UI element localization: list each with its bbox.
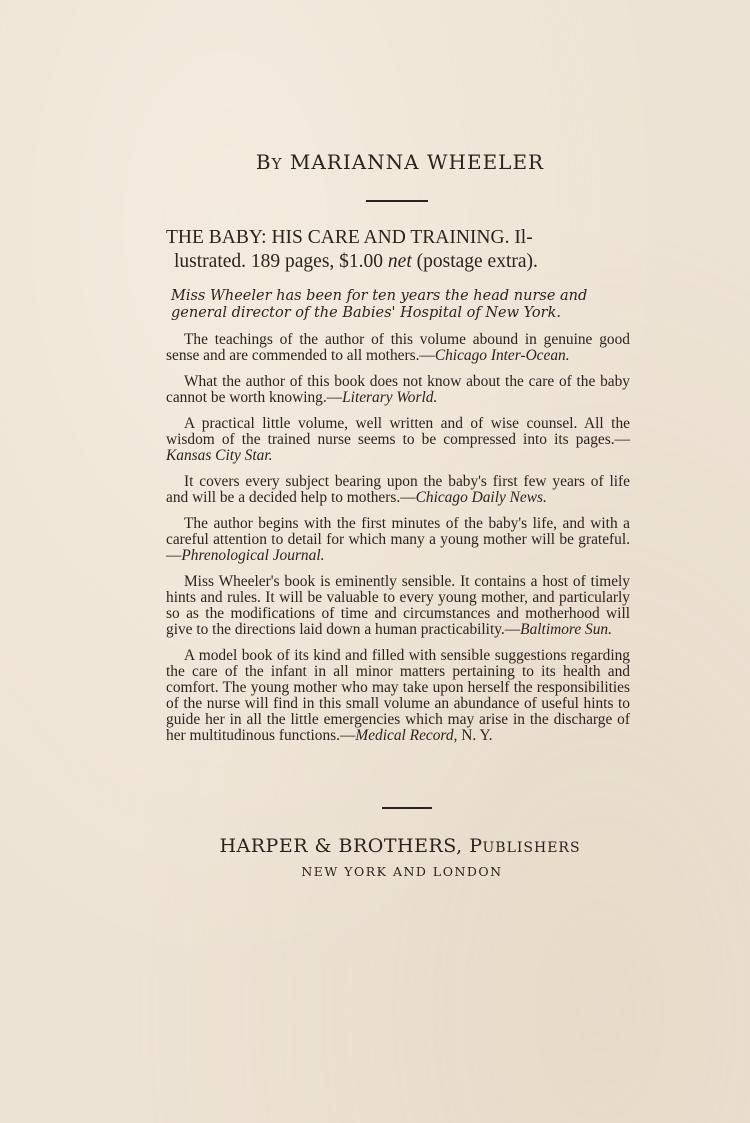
author-name: MARIANNA WHEELER [289, 150, 545, 174]
review-text: The author begins with the first minutes of the baby's life, and with a careful attention to detail for which many a young mother will be grateful.— [166, 515, 630, 564]
book-title-line1: THE BABY: HIS CARE AND TRAINING. Il- [166, 227, 533, 248]
publisher-line [0, 835, 750, 857]
book-title [166, 226, 630, 274]
book-details-net: net [387, 251, 412, 272]
review-source: Chicago Inter-Ocean. [434, 347, 570, 364]
author-by-initial: B [255, 150, 272, 174]
review-source-suffix: N. Y. [457, 727, 493, 744]
review-item [166, 332, 630, 364]
review-source: Chicago Daily News. [415, 489, 547, 506]
review-source: Kansas City Star. [166, 447, 273, 464]
review-text: Miss Wheeler's book is eminently sensible. It contains a host of timely hints and rules. It will be valuable to every young mother, and particularly so as the modifications of time and circumstances and motherhood will give to the directions laid down a human practicability.— [166, 573, 630, 638]
review-text: A practical little volume, well written and of wise counsel. All the wisdom of the trained nurse seems to be compressed into its pages.— [166, 415, 630, 448]
review-text: A model book of its kind and filled with sensible suggestions regarding the care of the infant in all minor matters pertaining to its health and comfort. The young mother who may take upon herself the responsibilities of the nurse will find in this small volume an abundance of useful hints to guide her in all the little emergencies which may arise in the discharge of her multitudinous functions.— [166, 647, 630, 744]
review-item [166, 474, 630, 506]
book-details-pre: lustrated. 189 pages, $1.00 [174, 251, 388, 272]
top-divider [366, 200, 428, 202]
publisher-role-initial: P [469, 835, 483, 857]
review-source: Medical Record, [355, 727, 458, 744]
review-text: It covers every subject bearing upon the baby's first few years of life and will be a decided help to mothers.— [166, 473, 630, 506]
book-description: Miss Wheeler has been for ten years the head nurse and general director of the Babies' Hospital of New York. [171, 288, 588, 321]
review-source: Literary World. [342, 389, 438, 406]
publisher-name: HARPER & BROTHERS, [219, 835, 463, 857]
book-title-line2 [166, 250, 630, 274]
bottom-divider [382, 807, 432, 809]
publisher-role-rest: UBLISHERS [482, 840, 581, 856]
review-item [166, 416, 630, 464]
review-source: Baltimore Sun. [520, 621, 612, 638]
review-item [166, 574, 630, 638]
review-item [166, 648, 630, 744]
review-item [166, 516, 630, 564]
review-text: What the author of this book does not know about the care of the baby cannot be worth knowing.— [166, 373, 630, 406]
book-details-post: (postage extra). [411, 251, 538, 272]
main-content [166, 226, 630, 744]
review-text: The teachings of the author of this volume abound in genuine good sense and are commended to all mothers.— [166, 331, 630, 364]
author-heading [0, 150, 750, 174]
review-item [166, 374, 630, 406]
author-by-rest: Y [271, 155, 283, 173]
review-source: Phrenological Journal. [181, 547, 325, 564]
publisher-cities: NEW YORK AND LONDON [301, 864, 503, 879]
